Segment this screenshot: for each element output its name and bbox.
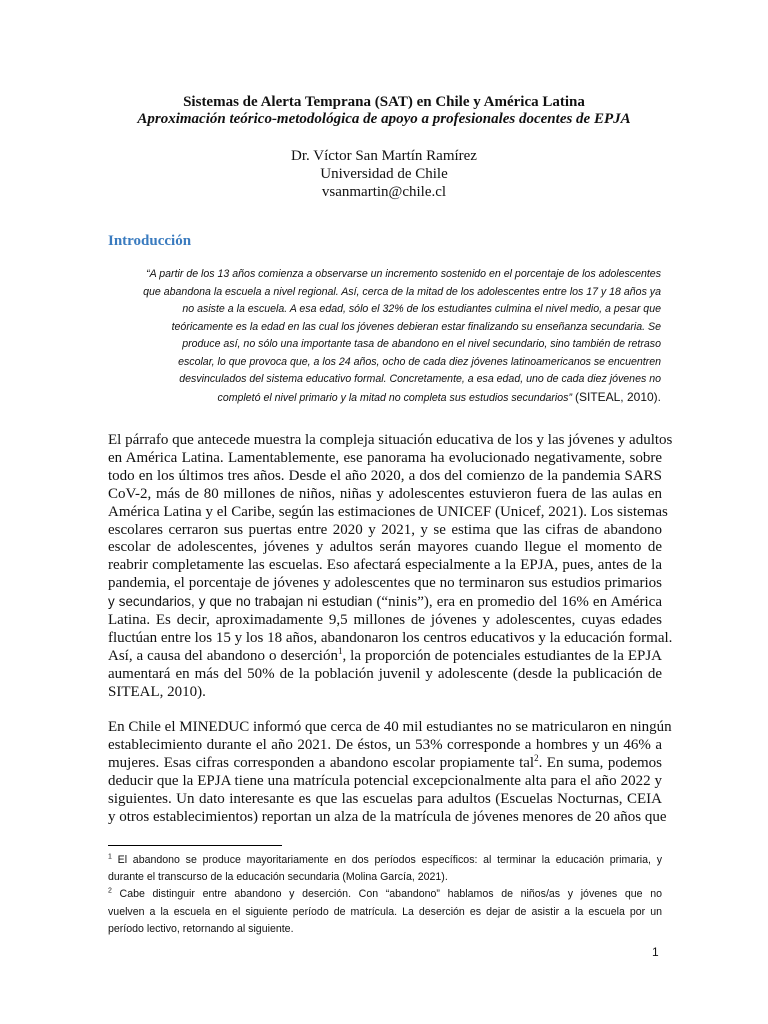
paragraph-line: SITEAL, 2010). bbox=[108, 683, 206, 700]
paragraph-1 bbox=[108, 432, 673, 702]
paragraph-line: en América Latina. Lamentablemente, ese panorama ha evolucionado negativamente, sobre bbox=[108, 449, 662, 466]
paragraph-line: aumentará en más del 50% de la población juvenil y adolescente (desde la publicación de bbox=[108, 665, 662, 682]
quote-text: completó el nivel primario y la mitad no completa sus estudios secundarios” bbox=[217, 391, 572, 404]
page-number: 1 bbox=[652, 945, 659, 959]
footnote-text: El abandono se produce mayoritariamente en dos períodos específicos: al terminar la educación primaria, y bbox=[111, 854, 662, 866]
quote-line: escolar, lo que provoca que, a los 24 años, ocho de cada diez jóvenes latinoamericanos se encuentren bbox=[178, 355, 661, 368]
paragraph-line: todo en los últimos tres años. Desde el año 2020, a dos del comienzo de la pandemia SARS bbox=[108, 467, 662, 484]
paragraph-line: América Latina y el Caribe, según las estimaciones de UNICEF (Unicef, 2021). Los sistemas bbox=[108, 503, 668, 520]
paragraph-line: fluctúan entre los 15 y los 18 años, abandonaron los centros educativos y la educación formal. bbox=[108, 629, 673, 646]
quote-line: teóricamente es la edad en las cual los jóvenes debieran estar finalizando su enseñanza secundaria. Se bbox=[171, 320, 661, 333]
document-title: Sistemas de Alerta Temprana (SAT) en Chile y América Latina bbox=[183, 94, 585, 110]
line-text: . En suma, podemos bbox=[538, 754, 662, 771]
paragraph-line: reabrir completamente las escuelas. Eso afectará especialmente a la EPJA, pues, antes de la bbox=[108, 557, 662, 574]
footnote-1 bbox=[108, 852, 662, 869]
quote-line-last bbox=[108, 389, 661, 408]
author-email: vsanmartin@chile.cl bbox=[321, 184, 447, 200]
paragraph-2 bbox=[108, 719, 672, 826]
quote-line: produce así, no sólo una importante tasa de abandono en el nivel secundario, sino también de retraso bbox=[182, 338, 661, 350]
line-text: , la proporción de potenciales estudiantes de la EPJA bbox=[342, 647, 663, 664]
line-text: Así, a causa del abandono o deserción bbox=[108, 647, 338, 664]
quote-line: “A partir de los 13 años comienza a observarse un incremento sostenido en el porcentaje de los adolescentes bbox=[146, 268, 661, 280]
paragraph-line: establecimiento durante el año 2021. De éstos, un 53% corresponde a hombres y un 46% a bbox=[108, 736, 662, 753]
footnote-line: período lectivo, retornando al siguiente. bbox=[108, 922, 294, 935]
footnote-line: vuelven a la escuela en el siguiente período de matrícula. La deserción es dejar de asistir a la escuela por un bbox=[108, 905, 662, 918]
line-text: (“ninis”), era en promedio del 16% en América bbox=[372, 594, 662, 611]
paragraph-line: escolar de adolescentes, jóvenes y adultos serán mayores cuando llegue el momento de bbox=[108, 539, 662, 556]
paragraph-line: siguientes. Un dato interesante es que las escuelas para adultos (Escuelas Nocturnas, CEIA bbox=[108, 790, 662, 807]
paragraph-line bbox=[108, 645, 663, 666]
paragraph-line: escolares cerraron sus puertas entre 2020 y 2021, y se estima que las cifras de abandono bbox=[108, 521, 662, 538]
epigraph-quote bbox=[108, 266, 661, 407]
paragraph-line bbox=[108, 593, 662, 612]
quote-citation: (SITEAL, 2010). bbox=[574, 389, 661, 404]
inline-sans-text: y secundarios, y que no trabajan ni estudian bbox=[108, 594, 373, 610]
line-text: mujeres. Esas cifras corresponden a abandono escolar propiamente tal bbox=[108, 754, 535, 771]
footnote-separator bbox=[108, 845, 282, 846]
paragraph-line: y otros establecimientos) reportan un alza de la matrícula de jóvenes menores de 20 años que bbox=[108, 808, 667, 825]
paragraph-line: pandemia, el porcentaje de jóvenes y adolescentes que no terminaron sus estudios primarios bbox=[108, 575, 662, 592]
paragraph-line: El párrafo que antecede muestra la compleja situación educativa de los y las jóvenes y adultos bbox=[108, 432, 673, 448]
document-subtitle: Aproximación teórico-metodológica de apoyo a profesionales docentes de EPJA bbox=[137, 111, 631, 127]
paragraph-line: CoV-2, más de 80 millones de niños, niñas y adolescentes estuvieron fuera de las aulas en bbox=[108, 485, 662, 502]
footnote-number: 2 bbox=[108, 887, 112, 895]
footnote-ref-2[interactable]: 2 bbox=[534, 752, 539, 763]
author-affiliation: Universidad de Chile bbox=[320, 166, 448, 182]
paragraph-line: Latina. Es decir, aproximadamente 9,5 millones de jóvenes y adolescentes, cuyas edades bbox=[108, 612, 662, 629]
footnote-line: durante el transcurso de la educación secundaria (Molina García, 2021). bbox=[108, 871, 448, 884]
quote-line: no asiste a la escuela. A esa edad, sólo el 32% de los estudiantes culmina el nivel medio, a pesar que bbox=[182, 303, 661, 315]
paragraph-line bbox=[108, 752, 662, 773]
footnote-2 bbox=[108, 886, 662, 903]
footnote-ref-1[interactable]: 1 bbox=[337, 645, 343, 656]
section-heading: Introducción bbox=[108, 233, 192, 249]
quote-line: que abandona la escuela a nivel regional. Así, cerca de la mitad de los adolescentes entre los 17 y 18 años ya bbox=[143, 285, 661, 298]
footnote-number: 1 bbox=[108, 853, 112, 861]
paragraph-line: En Chile el MINEDUC informó que cerca de 40 mil estudiantes no se matricularon en ningún bbox=[108, 719, 672, 735]
footnote-text: Cabe distinguir entre abandono y deserción. Con “abandono” hablamos de niños/as y jóvenes que no bbox=[111, 888, 662, 901]
quote-line: desvinculados del sistema educativo formal. Concretamente, a esa edad, uno de cada diez jóvenes no bbox=[179, 373, 661, 385]
paragraph-line: deducir que la EPJA tiene una matrícula potencial excepcionalmente alta para el año 2022 y bbox=[108, 772, 662, 789]
author-name: Dr. Víctor San Martín Ramírez bbox=[291, 148, 477, 164]
footnotes bbox=[108, 852, 662, 938]
